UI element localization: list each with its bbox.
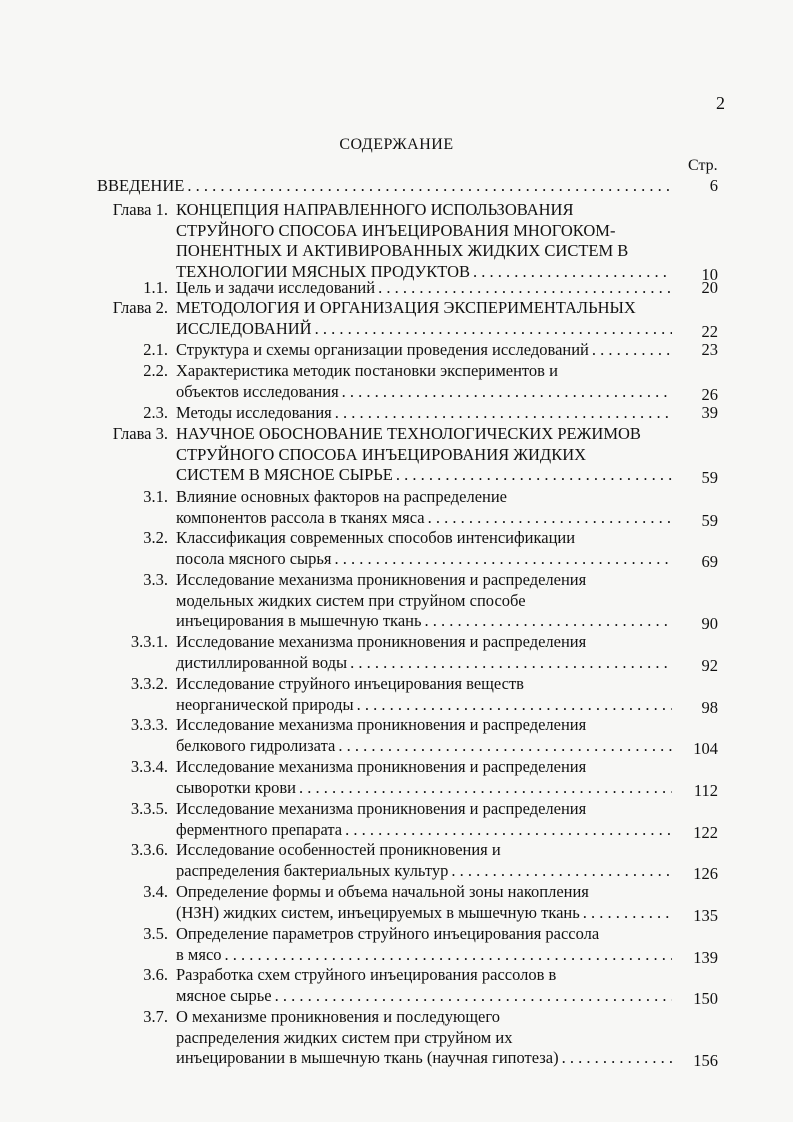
toc-entry-page: 20	[701, 278, 718, 297]
toc-entry-last-line	[176, 319, 672, 340]
toc-entry-last-line	[176, 986, 672, 1007]
toc-entry-number: 3.3.5.	[130, 799, 168, 818]
toc-entry-line: О механизме проникновения и последующего	[176, 1007, 500, 1026]
toc-entry-text: ВВЕДЕНИЕ	[97, 176, 185, 195]
toc-entry-page: 112	[693, 780, 718, 800]
leader-dots	[425, 611, 673, 632]
toc-entry-line: Определение параметров струйного инъецирования рассола	[176, 924, 600, 943]
toc-entry-number: Глава 1.	[112, 200, 168, 219]
toc-entry-page: 122	[693, 822, 718, 842]
toc-entry-number: 3.3.	[143, 570, 168, 589]
toc-entry-last-line	[176, 403, 672, 424]
toc-entry-line: Влияние основных факторов на распределение	[176, 487, 508, 506]
page-title: СОДЕРЖАНИЕ	[339, 136, 454, 153]
leader-dots	[338, 736, 672, 757]
toc-entry-text: объектов исследования	[176, 381, 339, 401]
toc-entry-page: 22	[701, 321, 718, 341]
toc-entry-page: 104	[693, 738, 718, 758]
leader-dots	[592, 340, 672, 361]
toc-entry-text: ИССЛЕДОВАНИЙ	[176, 318, 312, 338]
toc-entry-last-line	[176, 653, 672, 674]
toc-entry-text: Цель и задачи исследований	[176, 278, 376, 297]
toc-entry-page: 156	[693, 1051, 718, 1070]
toc-entry-text: инъецировании в мышечную ткань (научная гипотеза)	[176, 1048, 559, 1067]
toc-entry-line: Исследование механизма проникновения и распределения	[176, 799, 587, 818]
toc-entry-page: 23	[701, 340, 718, 359]
toc-entry-text: дистиллированной воды	[176, 652, 348, 672]
toc-entry-line: Исследование механизма проникновения и распределения	[176, 757, 587, 776]
toc-entry-line: Исследование особенностей проникновения и	[176, 840, 501, 859]
toc-entry-number: 3.2.	[143, 528, 168, 547]
toc-entry-line: Классификация современных способов интенсификации	[176, 528, 576, 547]
toc-entry-text: неорганической природы	[176, 694, 354, 714]
toc-entry-page: 126	[693, 863, 718, 883]
leader-dots	[350, 653, 672, 674]
toc-entry-last-line	[176, 549, 672, 570]
leader-dots	[396, 465, 672, 486]
toc-entry-text: ферментного препарата	[176, 819, 343, 839]
toc-entry-last-line	[176, 278, 672, 299]
toc-entry-last-line	[176, 340, 672, 361]
toc-entry-last-line	[176, 1048, 672, 1069]
page-number: 2	[716, 93, 725, 113]
toc-entry-last-line	[176, 861, 672, 882]
toc-entry-text: белкового гидролизата	[176, 735, 336, 755]
leader-dots	[334, 549, 672, 570]
toc-entry-last-line	[176, 382, 672, 403]
leader-dots	[378, 278, 672, 299]
toc-entry-text: Методы исследования	[176, 403, 332, 422]
toc-entry-page: 59	[701, 510, 718, 530]
toc-entry-number: 3.3.2.	[130, 674, 168, 693]
leader-dots	[342, 382, 672, 403]
toc-entry-page: 90	[701, 614, 718, 633]
toc-entry-number: 3.3.4.	[130, 757, 168, 776]
toc-entry-text: в мясо	[176, 944, 222, 964]
toc-entry-text: ТЕХНОЛОГИИ МЯСНЫХ ПРОДУКТОВ	[176, 261, 471, 281]
toc-entry-last-line	[176, 695, 672, 716]
leader-dots	[187, 176, 672, 197]
toc-entry-line: распределения жидких систем при струйном их	[176, 1027, 513, 1047]
toc-entry-page: 69	[701, 551, 718, 571]
toc-entry-text: Структура и схемы организации проведения исследований	[176, 340, 589, 359]
toc-entry-last-line	[176, 611, 672, 632]
toc-entry-page: 39	[701, 403, 718, 422]
toc-entry-text: компонентов рассола в тканях мяса	[176, 507, 425, 527]
toc-entry-number: 2.3.	[143, 403, 168, 422]
toc-entry-page: 135	[693, 905, 718, 925]
toc-entry-last-line	[176, 820, 672, 841]
toc-entry-number: Глава 2.	[112, 298, 168, 317]
toc-entry-line: СТРУЙНОГО СПОСОБА ИНЪЕЦИРОВАНИЯ ЖИДКИХ	[176, 444, 587, 464]
toc-entry-line: КОНЦЕПЦИЯ НАПРАВЛЕННОГО ИСПОЛЬЗОВАНИЯ	[176, 200, 574, 219]
toc-entry-number: 3.5.	[143, 924, 168, 943]
toc-entry-number: 1.1.	[143, 278, 168, 297]
toc-entry-line: НАУЧНОЕ ОБОСНОВАНИЕ ТЕХНОЛОГИЧЕСКИХ РЕЖИМОВ	[176, 424, 641, 443]
toc-entry-last-line	[176, 778, 672, 799]
toc-entry-line: Разработка схем струйного инъецирования рассолов в	[176, 965, 557, 984]
toc-entry-page: 150	[693, 988, 718, 1008]
leader-dots	[428, 508, 672, 529]
toc-entry-line: СТРУЙНОГО СПОСОБА ИНЪЕЦИРОВАНИЯ МНОГОКОМ-	[176, 220, 616, 240]
toc-entry-line: Исследование механизма проникновения и распределения	[176, 715, 587, 734]
toc-entry-text: сыворотки крови	[176, 777, 296, 797]
leader-dots	[562, 1048, 672, 1069]
leader-dots	[275, 986, 672, 1007]
toc-entry-number: 2.2.	[143, 361, 168, 380]
leader-dots	[225, 945, 672, 966]
toc-entry-number: 3.3.3.	[130, 715, 168, 734]
toc-entry-last-line	[176, 736, 672, 757]
toc-entry-last-line	[176, 508, 672, 529]
toc-entry-last-line	[176, 945, 672, 966]
leader-dots	[345, 820, 672, 841]
toc-entry-line: Характеристика методик постановки экспериментов и	[176, 361, 558, 380]
toc-entry-last-line	[97, 176, 672, 197]
toc-entry-text: инъецирования в мышечную ткань	[176, 611, 422, 630]
pages-column-label: Стр.	[688, 157, 718, 174]
toc-entry-line: Исследование струйного инъецирования веществ	[176, 674, 524, 693]
leader-dots	[451, 861, 672, 882]
toc-entry-last-line	[176, 903, 672, 924]
toc-entry-text: (НЗН) жидких систем, инъецируемых в мышечную ткань	[176, 902, 580, 922]
leader-dots	[357, 695, 672, 716]
toc-entry-number: 3.3.6.	[130, 840, 168, 859]
toc-entry-page: 139	[693, 947, 718, 967]
toc-entry-text: мясное сырье	[176, 985, 272, 1005]
toc-entry-number: 3.7.	[143, 1007, 168, 1026]
toc-entry-page: 10	[701, 264, 718, 284]
toc-entry-line: Исследование механизма проникновения и распределения	[176, 632, 587, 651]
toc-entry-text: СИСТЕМ В МЯСНОЕ СЫРЬЕ	[176, 465, 393, 484]
toc-entry-line: модельных жидких систем при струйном способе	[176, 590, 526, 610]
toc-entry-number: Глава 3.	[112, 424, 168, 443]
toc-entry-page: 6	[709, 176, 718, 195]
toc-entry-line: МЕТОДОЛОГИЯ И ОРГАНИЗАЦИЯ ЭКСПЕРИМЕНТАЛЬНЫХ	[176, 298, 636, 317]
toc-entry-number: 2.1.	[143, 340, 168, 359]
toc-entry-number: 3.1.	[143, 487, 168, 506]
leader-dots	[299, 778, 672, 799]
toc-entry-text: посола мясного сырья	[176, 548, 332, 568]
toc-entry-page: 59	[701, 468, 718, 487]
toc-entry-last-line	[176, 465, 672, 486]
leader-dots	[583, 903, 672, 924]
toc-entry-number: 3.4.	[143, 882, 168, 901]
leader-dots	[335, 403, 672, 424]
toc-entry-page: 98	[701, 697, 718, 717]
toc-entry-line: Исследование механизма проникновения и распределения	[176, 570, 587, 589]
toc-entry-line: ПОНЕНТНЫХ И АКТИВИРОВАННЫХ ЖИДКИХ СИСТЕМ В	[176, 241, 629, 260]
toc-entry-line: Определение формы и объема начальной зоны накопления	[176, 882, 589, 901]
toc-entry-page: 26	[701, 384, 718, 404]
toc-entry-text: распределения бактериальных культур	[176, 860, 449, 880]
toc-entry-number: 3.3.1.	[130, 632, 168, 651]
toc-entry-page: 92	[701, 655, 718, 675]
toc-entry-number: 3.6.	[143, 965, 168, 984]
leader-dots	[315, 319, 672, 340]
